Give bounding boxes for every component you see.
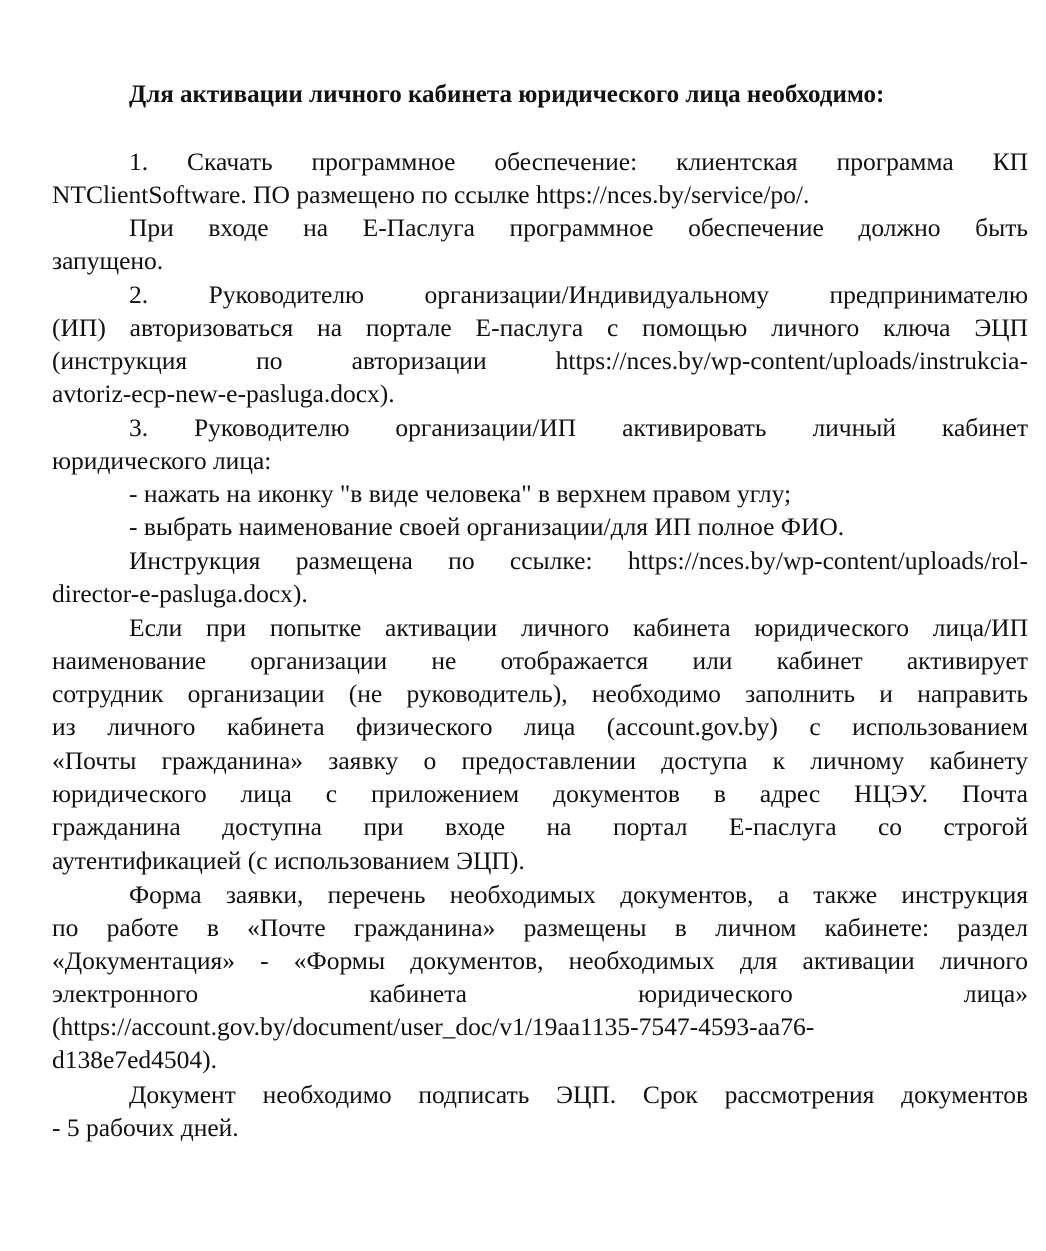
paragraph-2-line-2: запущено. [52, 246, 164, 275]
paragraph-1-line-2: NTClientSoftware. ПО размещено по ссылке https://nces.by/service/po/. [52, 180, 810, 209]
paragraph-4-line-2: юридического лица: [52, 446, 272, 475]
paragraph-9-line-2: по работе в «Почте гражданина» размещены в личном кабинете: раздел [52, 913, 1028, 942]
paragraph-8-line-5: «Почты гражданина» заявку о предоставлении доступа к личному кабинету [52, 746, 1028, 775]
paragraph-10-line-1: Документ необходимо подписать ЭЦП. Срок рассмотрения документов [129, 1080, 1028, 1109]
paragraph-7-line-1: Инструкция размещена по ссылке: https://nces.by/wp-content/uploads/rol- [129, 546, 1028, 575]
paragraph-3-line-2: (ИП) авторизоваться на портале Е-паслуга с помощью личного ключа ЭЦП [52, 313, 1028, 342]
paragraph-8-line-7: гражданина доступна при входе на портал Е-паслуга со строгой [52, 812, 1028, 841]
paragraph-8-line-1: Если при попытке активации личного кабинета юридического лица/ИП [129, 613, 1028, 642]
document-title: Для активации личного кабинета юридического лица необходимо: [129, 81, 885, 108]
paragraph-2-line-1: При входе на Е-Паслуга программное обеспечение должно быть [129, 213, 1028, 242]
paragraph-3-line-4: avtoriz-ecp-new-e-pasluga.docx). [52, 379, 395, 408]
paragraph-8-line-6: юридического лица с приложением документов в адрес НЦЭУ. Почта [52, 779, 1028, 808]
paragraph-8-line-3: сотрудник организации (не руководитель), необходимо заполнить и направить [52, 679, 1028, 708]
paragraph-6-line-1: - выбрать наименование своей организации/для ИП полное ФИО. [129, 512, 845, 541]
paragraph-7-line-2: director-e-pasluga.docx). [52, 579, 308, 608]
paragraph-1-line-1: 1. Скачать программное обеспечение: клиентская программа КП [129, 147, 1028, 176]
paragraph-5-line-1: - нажать на иконку "в виде человека" в верхнем правом углу; [129, 479, 792, 508]
paragraph-9-line-4: электронного кабинета юридического лица» [52, 979, 1028, 1008]
paragraph-10-line-2: - 5 рабочих дней. [52, 1113, 239, 1142]
paragraph-3-line-3: (инструкция по авторизации https://nces.by/wp-content/uploads/instrukcia- [52, 346, 1028, 375]
paragraph-9-line-6: d138e7ed4504). [52, 1045, 218, 1074]
paragraph-9-line-5: (https://account.gov.by/document/user_doc/v1/19aa1135-7547-4593-aa76- [52, 1012, 815, 1041]
paragraph-8-line-2: наименование организации не отображается или кабинет активирует [52, 646, 1028, 675]
paragraph-8-line-8: аутентификацией (с использованием ЭЦП). [52, 846, 525, 875]
paragraph-8-line-4: из личного кабинета физического лица (account.gov.by) с использованием [52, 712, 1028, 741]
paragraph-9-line-3: «Документация» - «Формы документов, необходимых для активации личного [52, 946, 1028, 975]
paragraph-9-line-1: Форма заявки, перечень необходимых документов, а также инструкция [129, 880, 1028, 909]
paragraph-3-line-1: 2. Руководителю организации/Индивидуальному предпринимателю [129, 280, 1028, 309]
paragraph-4-line-1: 3. Руководителю организации/ИП активировать личный кабинет [129, 413, 1028, 442]
